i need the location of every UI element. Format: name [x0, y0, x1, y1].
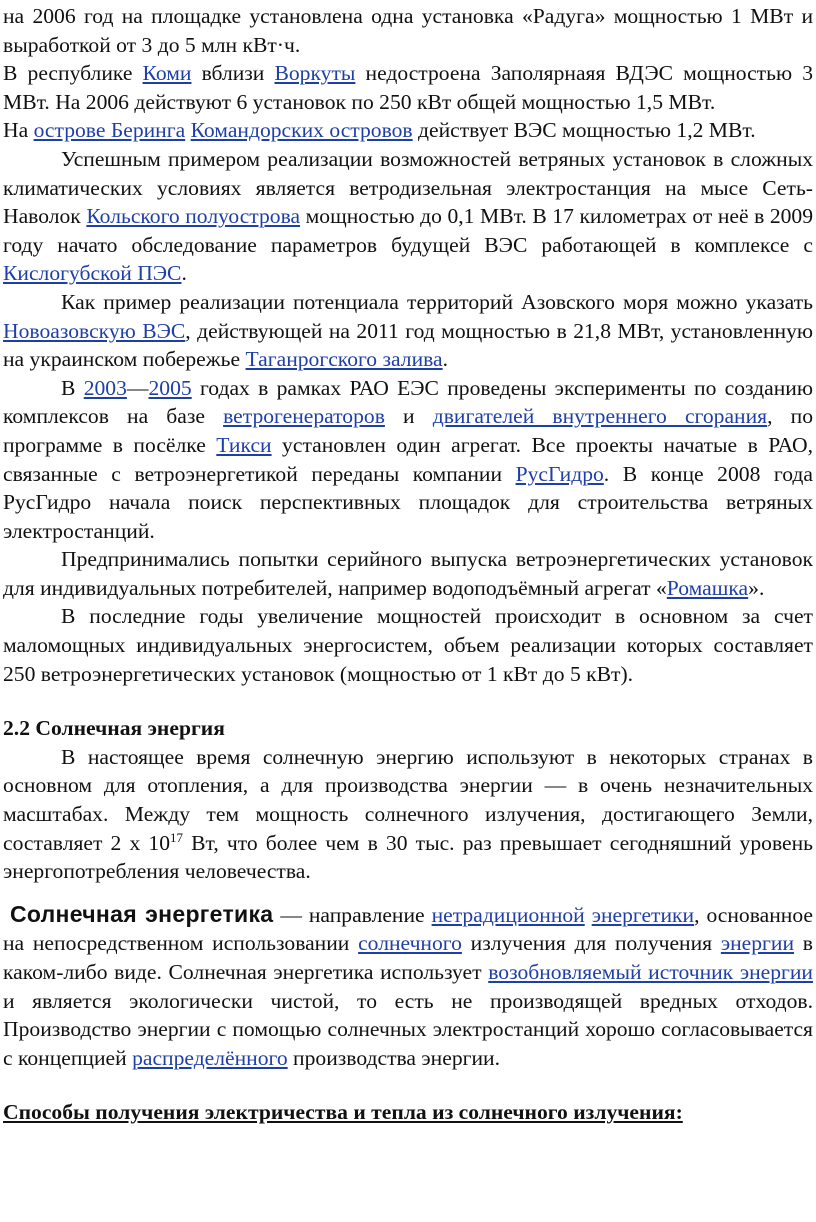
paragraph-text: Как пример реализации потенциала территорий Азовского моря можно указать	[61, 289, 813, 314]
paragraph-text: — направление	[273, 902, 432, 927]
methods-heading	[3, 1098, 813, 1127]
link-energetics[interactable]: энергетики	[591, 902, 695, 927]
link-solar[interactable]: солнечного	[358, 931, 462, 956]
link-distributed[interactable]: распределённого	[132, 1045, 288, 1070]
link-rushydro[interactable]: РусГидро	[515, 461, 604, 486]
link-energy[interactable]: энергии	[720, 931, 795, 956]
link-kola-peninsula[interactable]: Кольского полуострова	[86, 204, 301, 229]
paragraph-text: , основанное на непосредственном использовании	[3, 902, 813, 956]
paragraph-text: .	[181, 261, 187, 286]
link-romashka[interactable]: Ромашка	[666, 575, 749, 600]
link-2005[interactable]: 2005	[148, 375, 192, 400]
paragraph-text: На	[3, 118, 34, 143]
term-solar-energetics: Солнечная энергетика	[9, 900, 274, 927]
paragraph-solar-definition	[3, 900, 813, 1073]
link-komi[interactable]: Коми	[142, 61, 192, 86]
paragraph-text	[585, 903, 592, 927]
paragraph-romashka	[3, 545, 813, 602]
paragraph-text: излучения для получения	[461, 931, 721, 956]
link-wind-generators[interactable]: ветрогенераторов	[223, 404, 385, 429]
paragraph-recent-years	[3, 602, 813, 688]
link-internal-combustion-engines[interactable]: двигателей внутреннего сгорания	[432, 404, 768, 429]
paragraph-text: и	[384, 404, 433, 429]
section-heading	[3, 714, 813, 743]
paragraph-rao-ees	[3, 374, 813, 546]
paragraph-text: , действующей на 2011 год мощностью в 21,8 МВт, установленную на украинском побережье	[3, 318, 814, 372]
paragraph-text: в каком-либо виде. Солнечная энергетика использует	[3, 931, 813, 984]
paragraph-text: .	[442, 347, 449, 372]
link-non-traditional[interactable]: нетрадиционной	[431, 902, 585, 927]
section-heading-text: 2.2 Солнечная энергия	[3, 716, 225, 741]
exponent: 17	[170, 829, 183, 845]
paragraph-text: производства энергии.	[287, 1045, 500, 1070]
paragraph-text: В	[61, 375, 84, 400]
paragraph-azov	[3, 288, 813, 374]
paragraph-text: ».	[748, 575, 765, 600]
paragraph-text: действует ВЭС мощностью 1,2 МВт.	[412, 118, 756, 143]
link-novoazovsk-ves[interactable]: Новоазовскую ВЭС	[3, 318, 186, 343]
paragraph-komi	[3, 59, 813, 116]
paragraph-raduga	[3, 2, 813, 59]
link-kislogubskaya-pes[interactable]: Кислогубской ПЭС	[3, 261, 182, 286]
paragraph-text: недостроена Заполярнаяя ВДЭС мощностью 3 МВт. На 2006 действуют 6 установок по 250 кВт общей мощностью 1,5 МВт.	[3, 61, 814, 114]
paragraph-text: —	[126, 375, 149, 400]
paragraph-text: годах в рамках РАО ЕЭС проведены эксперименты по созданию комплексов на базе	[3, 375, 813, 429]
link-taganrog-bay[interactable]: Таганрогского залива	[245, 347, 443, 372]
methods-heading-text: Способы получения электричества и тепла из солнечного излучения:	[3, 1100, 683, 1125]
paragraph-text: Успешным примером реализации возможностей ветряных установок в сложных климатических условиях является ветродизельная электростанция на мысе Сеть-Наволок	[3, 146, 813, 229]
paragraph-text: . В конце 2008 года РусГидро начала поиск перспективных площадок для строительства ветряных электростанций.	[3, 461, 813, 543]
paragraph-text: , по программе в посёлке	[3, 404, 813, 457]
link-vorkuta[interactable]: Воркуты	[274, 61, 356, 86]
link-2003[interactable]: 2003	[83, 375, 127, 400]
paragraph-text: Предпринимались попытки серийного выпуска ветроэнергетических установок для индивидуальных потребителей, например водоподъёмный агрегат «	[3, 547, 813, 600]
paragraph-text: В последние годы увеличение мощностей происходит в основном за счет маломощных индивидуальных энергосистем, объем реализации которых составляет 250 ветроэнергетических установок (мощностью от 1 кВт до 5 кВт).	[3, 604, 813, 686]
paragraph-text: и является экологически чистой, то есть не производящей вредных отходов. Производство энергии с помощью солнечных электростанций хорошо согласовывается с концепцией	[3, 988, 813, 1070]
paragraph-text: на 2006 год на площадке установлена одна установка «Радуга» мощностью 1 МВт и выработкой от 3 до 5 млн кВт·ч.	[3, 4, 813, 57]
paragraph-text: В настоящее время солнечную энергию используют в некоторых странах в основном для отопления, а для производства энергии — в очень незначительных масштабах. Между тем мощность солнечного излучения, достигающего Земли, составляет 2 х 10	[3, 744, 813, 855]
link-commander-islands[interactable]: Командорских островов	[190, 118, 413, 143]
paragraph-solar-intro	[3, 743, 813, 886]
paragraph-text: установлен один агрегат. Все проекты начатые в РАО, связанные с ветроэнергетикой переданы компании	[3, 432, 813, 486]
link-bering-island[interactable]: острове Беринга	[33, 118, 186, 143]
paragraph-text: Вт, что более чем в 30 тыс. раз превышает сегодняшний уровень энергопотребления человечества.	[3, 830, 813, 884]
paragraph-kola	[3, 145, 813, 288]
paragraph-text: вблизи	[191, 61, 275, 86]
paragraph-text: В республике	[3, 61, 143, 86]
link-renewable-source[interactable]: возобновляемый источник энергии	[488, 960, 813, 984]
paragraph-bering	[3, 116, 813, 145]
link-tiksi[interactable]: Тикси	[216, 432, 272, 457]
paragraph-text: мощностью до 0,1 МВт. В 17 километрах от неё в 2009 году начато обследование параметров будущей ВЭС работающей в комплексе с	[3, 204, 814, 257]
